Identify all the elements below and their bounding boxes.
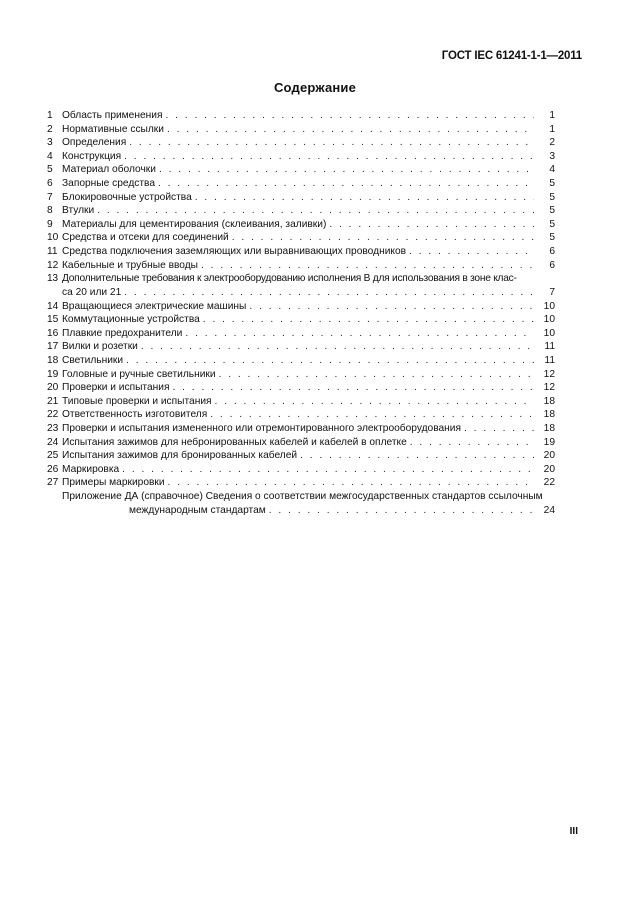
dot-leader — [269, 504, 534, 518]
dot-leader — [203, 313, 534, 327]
dot-leader — [124, 286, 534, 300]
toc-entry-label: Вращающиеся электрические машины — [62, 300, 247, 312]
appendix-entry-line1: Приложение ДА (справочное) Сведения о соответствии межгосударственных стандартов ссылочным — [62, 491, 543, 503]
page-number: III — [569, 826, 578, 837]
toc-entry-number: 3 — [47, 137, 53, 149]
toc-entry-label: Материал оболочки — [62, 164, 156, 176]
dot-leader — [168, 476, 534, 490]
toc-entry-page: 11 — [544, 354, 555, 366]
dot-leader — [159, 163, 534, 177]
toc-entry[interactable] — [47, 449, 555, 463]
toc-entry[interactable] — [47, 191, 555, 205]
toc-entry-label: Испытания зажимов для небронированных кабелей и кабелей в оплетке — [62, 436, 407, 448]
toc-entry-page: 10 — [543, 300, 555, 312]
toc-entry[interactable] — [47, 163, 555, 177]
toc-entry-label: Коммутационные устройства — [62, 314, 200, 326]
toc-entry-number: 6 — [47, 178, 53, 190]
toc-entry[interactable] — [47, 354, 555, 368]
toc-entry-label: Испытания зажимов для бронированных кабелей — [62, 450, 298, 462]
toc-entry-page: 5 — [549, 205, 555, 217]
toc-entry-page: 3 — [549, 150, 555, 162]
toc-entry-number: 21 — [47, 395, 59, 407]
dot-leader — [201, 259, 534, 273]
dot-leader — [165, 109, 534, 123]
toc-entry[interactable] — [47, 327, 555, 341]
toc-entry-number: 2 — [47, 123, 53, 135]
toc-entry[interactable] — [47, 463, 555, 477]
toc-entry[interactable] — [47, 123, 555, 137]
toc-entry-page: 4 — [549, 164, 555, 176]
toc-entry[interactable] — [47, 368, 555, 382]
dot-leader — [249, 300, 534, 314]
toc-entry-label: Конструкция — [62, 150, 122, 162]
toc-entry-number: 1 — [47, 110, 53, 121]
toc-entry-page: 12 — [543, 368, 555, 380]
toc-entry-page: 5 — [549, 178, 555, 190]
dot-leader — [215, 395, 534, 409]
toc-entry-number: 24 — [47, 436, 59, 448]
toc-entry-label: Маркировка — [62, 463, 120, 475]
appendix-entry-page: 24 — [543, 504, 555, 516]
toc-entry[interactable] — [47, 204, 555, 218]
toc-entry-page: 6 — [549, 259, 555, 271]
toc-entry-page: 18 — [543, 395, 555, 407]
toc-entry-label: Запорные средства — [62, 178, 155, 190]
toc-entry-label: Кабельные и трубные вводы — [62, 259, 198, 271]
toc-entry-number: 20 — [47, 382, 59, 394]
toc-entry[interactable] — [47, 109, 555, 123]
page-title: Содержание — [273, 80, 357, 95]
toc-entry-label: Нормативные ссылки — [62, 123, 164, 135]
toc-entry-label: Дополнительные требования к электрооборудованию исполнения B для использования в зоне клас- — [62, 273, 517, 285]
toc-entry-line1 — [47, 272, 555, 286]
toc-entry-page: 5 — [549, 218, 555, 230]
toc-entry[interactable] — [47, 286, 555, 300]
toc-entry-number: 4 — [47, 150, 53, 162]
dot-leader — [464, 422, 534, 436]
toc-entry-number: 7 — [47, 191, 53, 203]
toc-entry-number: 13 — [47, 273, 58, 285]
toc-entry-number: 11 — [47, 246, 58, 258]
toc-entry-label: Материалы для цементирования (склеивания, заливки) — [62, 218, 327, 230]
dot-leader — [219, 368, 534, 382]
toc-entry-page: 20 — [543, 450, 555, 462]
toc-entry[interactable] — [47, 231, 555, 245]
toc-entry-page: 5 — [549, 191, 555, 203]
dot-leader — [172, 381, 534, 395]
appendix-entry[interactable] — [47, 504, 555, 518]
toc-entry-number: 22 — [47, 409, 59, 421]
toc-entry-number: 14 — [47, 300, 59, 312]
toc-entry[interactable] — [47, 476, 555, 490]
toc-entry-page: 7 — [549, 286, 555, 298]
dot-leader — [210, 408, 534, 422]
dot-leader — [124, 150, 534, 164]
toc-entry-page: 2 — [549, 137, 555, 149]
toc-entry-number: 15 — [47, 314, 59, 326]
toc-entry-number: 16 — [47, 327, 59, 339]
toc-entry-page: 22 — [543, 477, 555, 489]
dot-leader — [126, 354, 534, 368]
dot-leader — [97, 204, 534, 218]
toc-entry[interactable] — [47, 381, 555, 395]
dot-leader — [167, 123, 534, 137]
dot-leader — [329, 218, 534, 232]
table-of-contents — [47, 109, 555, 517]
toc-entry-label: Определения — [62, 137, 127, 149]
toc-entry[interactable] — [47, 395, 555, 409]
toc-entry-number: 26 — [47, 463, 59, 475]
dot-leader — [300, 449, 534, 463]
toc-entry-label: са 20 или 21 — [62, 286, 122, 298]
toc-entry-label: Проверки и испытания — [62, 382, 170, 394]
toc-entry-label: Головные и ручные светильники — [62, 368, 216, 380]
toc-entry-page: 1 — [549, 110, 555, 121]
toc-entry-page: 18 — [543, 423, 555, 435]
toc-entry-label: Область применения — [62, 110, 163, 121]
toc-entry[interactable] — [47, 259, 555, 273]
toc-entry-number: 8 — [47, 205, 53, 217]
toc-entry-number: 12 — [47, 259, 59, 271]
toc-entry-number: 18 — [47, 354, 59, 366]
toc-entry-number: 23 — [47, 423, 59, 435]
toc-entry-page: 10 — [543, 314, 555, 326]
toc-entry-label: Плавкие предохранители — [62, 327, 183, 339]
toc-entry-page: 19 — [543, 436, 555, 448]
toc-entry[interactable] — [47, 422, 555, 436]
toc-entry-page: 12 — [543, 382, 555, 394]
toc-entry[interactable] — [47, 313, 555, 327]
toc-entry-label: Примеры маркировки — [62, 477, 165, 489]
dot-leader — [195, 191, 534, 205]
toc-entry-number: 5 — [47, 164, 53, 176]
toc-entry[interactable] — [47, 177, 555, 191]
toc-entry-page: 6 — [549, 246, 555, 258]
toc-entry-label: Средства подключения заземляющих или выравнивающих проводников — [62, 246, 407, 258]
toc-entry[interactable] — [47, 436, 555, 450]
toc-entry-page: 1 — [549, 123, 555, 135]
dot-leader — [129, 136, 534, 150]
toc-entry-number: 25 — [47, 450, 59, 462]
dot-leader — [185, 327, 534, 341]
toc-entry-label: Светильники — [62, 354, 124, 366]
toc-entry[interactable] — [47, 136, 555, 150]
toc-entry[interactable] — [47, 150, 555, 164]
toc-entry-page: 20 — [543, 463, 555, 475]
toc-entry[interactable] — [47, 408, 555, 422]
toc-entry-label: Блокировочные устройства — [62, 191, 192, 203]
toc-entry-label: Типовые проверки и испытания — [62, 395, 212, 407]
toc-entry[interactable] — [47, 340, 555, 354]
toc-entry-number: 27 — [47, 477, 59, 489]
dot-leader — [232, 231, 534, 245]
toc-entry[interactable] — [47, 245, 555, 259]
toc-entry-number: 17 — [47, 341, 59, 353]
toc-entry[interactable] — [47, 218, 555, 232]
toc-entry-page: 11 — [544, 341, 555, 353]
toc-entry-label: Проверки и испытания измененного или отремонтированного электрооборудования — [62, 423, 461, 435]
toc-entry-page: 18 — [543, 409, 555, 421]
appendix-entry-label: международным стандартам — [129, 504, 266, 516]
dot-leader — [122, 463, 534, 477]
toc-entry-number: 10 — [47, 232, 59, 244]
toc-entry-label: Втулки — [62, 205, 95, 217]
toc-entry-label: Ответственность изготовителя — [62, 409, 208, 421]
toc-entry-number: 19 — [47, 368, 59, 380]
toc-entry-page: 10 — [543, 327, 555, 339]
toc-entry-number: 9 — [47, 218, 53, 230]
dot-leader — [409, 245, 534, 259]
toc-entry-page: 5 — [549, 232, 555, 244]
dot-leader — [410, 436, 534, 450]
toc-entry-label: Вилки и розетки — [62, 341, 138, 353]
toc-entry[interactable] — [47, 300, 555, 314]
document-code: ГОСТ IEC 61241-1-1—2011 — [441, 50, 582, 62]
toc-entry-label: Средства и отсеки для соединений — [62, 232, 229, 244]
dot-leader — [158, 177, 534, 191]
dot-leader — [141, 340, 534, 354]
